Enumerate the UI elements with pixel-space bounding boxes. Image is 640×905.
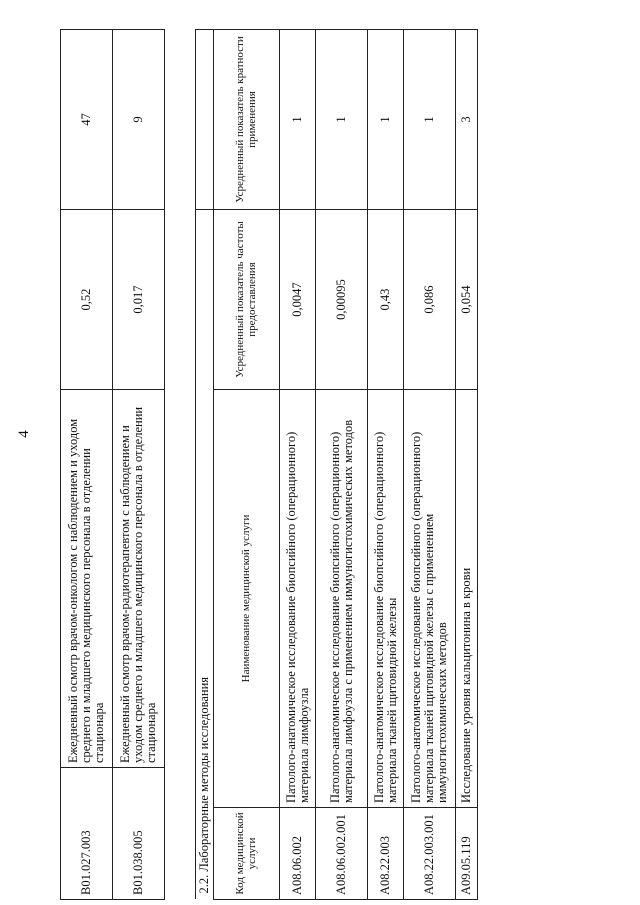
lab-methods-table bbox=[195, 29, 478, 900]
service-multiplicity: 47 bbox=[61, 30, 113, 210]
service-name: Ежедневный осмотр врачом-онкологом с наблюдением и уходом среднего и младшего медицинского персонала в отделении стационара bbox=[61, 390, 113, 768]
service-code: A08.06.002.001 bbox=[316, 808, 368, 900]
table-header-row bbox=[214, 30, 280, 900]
table-row bbox=[280, 30, 316, 900]
service-name: Патолого-анатомическое исследование биопсийного (операционного) материала тканей щитовидной железы bbox=[368, 390, 404, 808]
header-code: Код медицинской услуги bbox=[214, 808, 280, 900]
table-row bbox=[113, 30, 165, 900]
header-frequency: Усредненный показатель частоты предоставления bbox=[214, 210, 280, 390]
service-frequency: 0,0047 bbox=[280, 210, 316, 390]
service-name: Патолого-анатомическое исследование биопсийного (операционного) материала лимфоузла с применением иммуногистохимических методов bbox=[316, 390, 368, 808]
table-row bbox=[456, 30, 478, 900]
service-frequency: 0,43 bbox=[368, 210, 404, 390]
table-row bbox=[61, 30, 113, 900]
table-row bbox=[404, 30, 456, 900]
service-multiplicity: 1 bbox=[280, 30, 316, 210]
service-frequency: 0,086 bbox=[404, 210, 456, 390]
service-code: A08.06.002 bbox=[280, 808, 316, 900]
service-frequency: 0,52 bbox=[61, 210, 113, 390]
service-code: A08.22.003 bbox=[368, 808, 404, 900]
service-multiplicity: 1 bbox=[404, 30, 456, 210]
service-name: Патолого-анатомическое исследование биопсийного (операционного) материала тканей щитовидной железы с применением иммуногистохимических методов bbox=[404, 390, 456, 808]
service-code: A09.05.119 bbox=[456, 808, 478, 900]
page-number: 4 bbox=[15, 430, 32, 438]
service-multiplicity: 9 bbox=[113, 30, 165, 210]
service-frequency: 0,00095 bbox=[316, 210, 368, 390]
table-row bbox=[368, 30, 404, 900]
service-name: Ежедневный осмотр врачом-радиотерапевтом с наблюдением и уходом среднего и младшего медицинского персонала в отделении стационара bbox=[113, 390, 165, 768]
service-multiplicity: 3 bbox=[456, 30, 478, 210]
table-row bbox=[316, 30, 368, 900]
service-code: B01.038.005 bbox=[113, 768, 165, 900]
section-title: 2.2. Лабораторные методы исследования bbox=[196, 210, 214, 900]
services-table-continued bbox=[60, 29, 165, 900]
service-multiplicity: 1 bbox=[316, 30, 368, 210]
service-name: Патолого-анатомическое исследование биопсийного (операционного) материала лимфоузла bbox=[280, 390, 316, 808]
service-code: A08.22.003.001 bbox=[404, 808, 456, 900]
service-frequency: 0,017 bbox=[113, 210, 165, 390]
service-name: Исследование уровня кальцитонина в крови bbox=[456, 390, 478, 808]
service-frequency: 0,054 bbox=[456, 210, 478, 390]
header-multiplicity: Усредненный показатель кратности применения bbox=[214, 30, 280, 210]
service-code: B01.027.003 bbox=[61, 768, 113, 900]
service-multiplicity: 1 bbox=[368, 30, 404, 210]
header-name: Наименование медицинской услуги bbox=[214, 390, 280, 808]
